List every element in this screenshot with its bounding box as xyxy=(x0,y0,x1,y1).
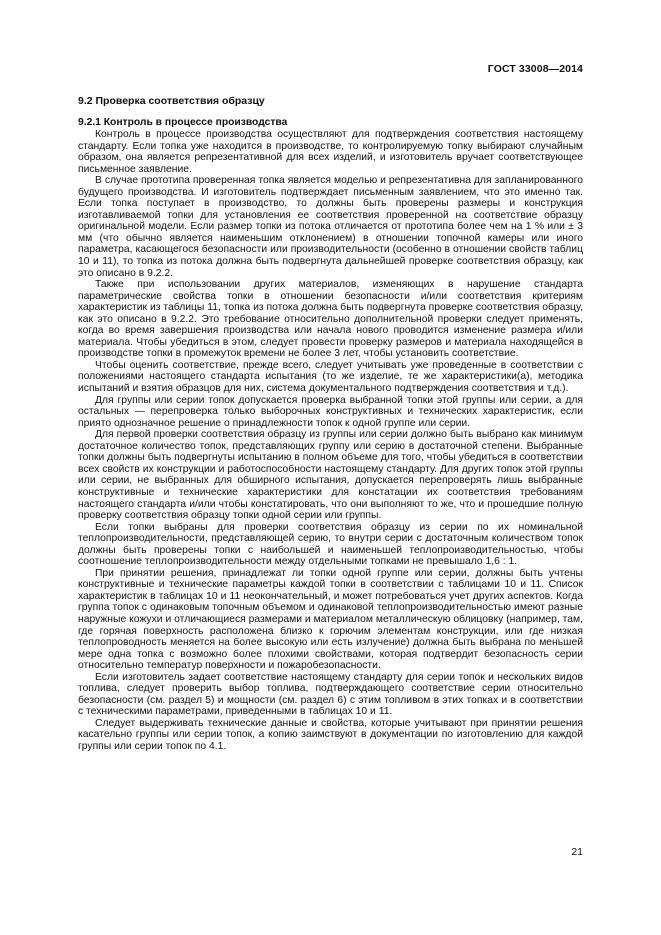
page-number: 21 xyxy=(571,846,583,858)
paragraph: При принятии решения, принадлежат ли топки одной группе или серии, должны быть учтены конструктивные и технические параметры каждой топки в соответствии с таблицами 10 и 11. Список характеристик в таблицах 10 и 11 неокончательный, и может потребоваться учет других аспектов. Когда группа топок с одинаковым топочным объемом и одинаковой теплопроизводительностью имеют разные наружные кожухи и отличающиеся размерами и материалом металлическую облицовку (например, там, где горячая поверхность расположена близко к горючим элементам конструкции, или где низкая теплопроводность меняется на более высокую или есть излучение) должна быть выбрана по меньшей мере одна топка с возможно более плохими свойствами, которая подтвердит безопасность серии относительно температур поверхности и пожаробезопасности. xyxy=(78,567,583,672)
paragraph: Если топки выбраны для проверки соответствия образцу из серии по их номинальной теплопроизводительности, представляющей серию, то внутри серии с достаточным количеством топок должны быть проверены топки с наибольшей и наименьшей теплопроизводительностью, чтобы соотношение теплопроизводительности между отдельными топками не превышало 1,6 : 1. xyxy=(78,521,583,568)
paragraph: В случае прототипа проверенная топка является моделью и репрезентативна для запланированного будущего производства. И изготовитель подтверждает письменным заявлением, что это именно так. Если топка поступает в производство, то должны быть проверены размеры и конструкция изготавливаемой топки для установления ее соответствия проверенной на соответствие образцу оригинальной модели. Если размер топки из потока отличается от прототипа более чем на 1 % или ± 3 мм (что обычно является наименьшим отклонением) в отношении топочной камеры или иного параметра, касающегося безопасности или производительности (особенно в отношении свойств таблиц 10 и 11), то топка из потока должна быть подвергнута дальнейшей проверке соответствия образцу, как это описано в 9.2.2. xyxy=(78,175,583,279)
document-body xyxy=(78,94,583,753)
paragraph: Контроль в процессе производства осуществляют для подтверждения соответствия настоящему стандарту. Если топка уже находится в производстве, то контролируемую топку выбирают случайным образом, она является репрезентативной для всех изделий, и изготовитель вручает соответствующее письменное заявление. xyxy=(78,129,583,175)
paragraph: Для группы или серии топок допускается проверка выбранной топки этой группы или серии, а для остальных — перепроверка только выборочных конструктивных и технических характеристик, если приято однозначное решение о принадлежности топок к одной группе или серии. xyxy=(78,394,583,429)
paragraph: Также при использовании других материалов, изменяющих в нарушение стандарта параметрические свойства топки в отношении безопасности и/или соответствия критериям характеристик из таблицы 11, топка из потока должна быть подвергнута проверке соответствия образцу, как это описано в 9.2.2. Это требование относительно дополнительной проверки следует применять, когда во время завершения производства или начала нового проводится изменение размера и/или материала. Чтобы убедиться в этом, следует провести проверку размеров и материала находящейся в производстве топки в промежуток времени не более 3 лет, чтобы установить соответствие. xyxy=(78,279,583,360)
paragraph: Чтобы оценить соответствие, прежде всего, следует учитывать уже проведенные в соответствии с положениями настоящего стандарта испытания (то же изделие, те же характеристики(а), методика испытаний и взятия образцов для них, система документального подтверждения соответствия и т.д.). xyxy=(78,359,583,395)
subsection-heading: 9.2.1 Контроль в процессе производства xyxy=(78,117,288,128)
paragraph: Для первой проверки соответствия образцу из группы или серии должно быть выбрано как минимум достаточное количество топок, представляющих группу или серию в достаточной степени. Выбранные топки должны быть подвергнуты испытанию в полном объеме для того, чтобы убедиться в соответствии всех свойств их конструкции и работоспособности настоящему стандарту. Для других топок этой группы или серии, не выбранных для обширного испытания, допускается перепроверять лишь выбранные конструктивные и технические характеристики для констатации их соответствия требованиям настоящего стандарта и/или чтобы констатировать, что они выполняют то же, что и прошедшие полную проверку соответствия образцу топки одной серии или группы. xyxy=(78,429,583,522)
paragraph: Следует выдерживать технические данные и свойства, которые учитывают при принятии решения касательно группы или серии топок, а копию заимствуют в документации по изготовлению для каждой группы или серии топок по 4.1. xyxy=(78,717,583,752)
paragraph: Если изготовитель задает соответствие настоящему стандарту для серии топок и нескольких видов топлива, следует проверить выбор топлива, подтверждающего соответствие серии относительно безопасности (см. раздел 5) и мощности (см. раздел 6) с этим топливом в этих топках и в соответствии с техническими параметрами, приведенными в таблицах 10 и 11. xyxy=(78,671,583,718)
section-heading: 9.2 Проверка соответствия образцу xyxy=(78,95,265,107)
standard-designation: ГОСТ 33008—2014 xyxy=(487,63,583,75)
